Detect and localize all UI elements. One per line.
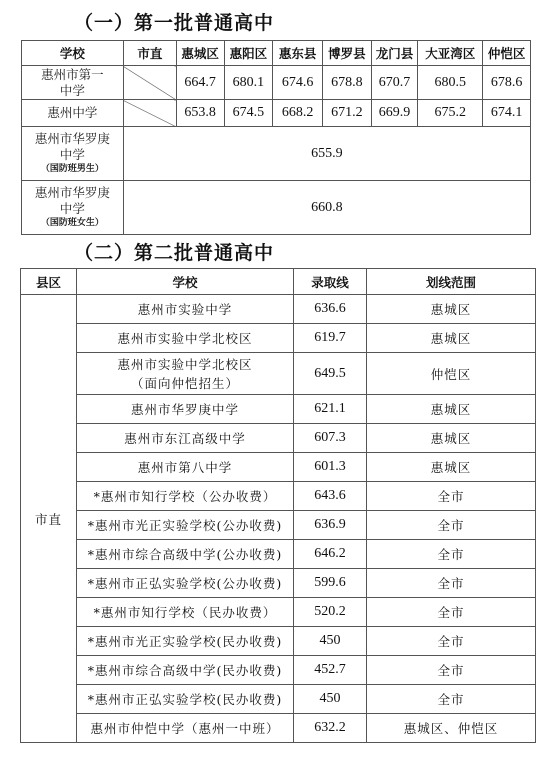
table-row bbox=[21, 353, 536, 395]
school-cell: 惠州市实验中学 bbox=[77, 295, 294, 324]
school-cell: 惠州市第一中学 bbox=[22, 66, 124, 100]
score-cell: 669.9 bbox=[371, 100, 418, 127]
score-cell: 674.5 bbox=[224, 100, 273, 127]
school-name: 惠州市华罗庚中学 bbox=[34, 131, 110, 162]
score-cell: 678.6 bbox=[483, 66, 531, 100]
school-note: （面向仲恺招生） bbox=[130, 375, 239, 391]
score-cell: 675.2 bbox=[418, 100, 483, 127]
school-cell: *惠州市综合高级中学(民办收费) bbox=[77, 656, 294, 685]
score-cell: 452.7 bbox=[294, 656, 367, 685]
header-zhongkai: 仲恺区 bbox=[483, 41, 531, 66]
empty-diagonal-cell bbox=[123, 100, 176, 127]
score-cell: 664.7 bbox=[176, 66, 224, 100]
scope-cell: 全市 bbox=[367, 482, 536, 511]
table-row bbox=[21, 453, 536, 482]
table-row bbox=[21, 714, 536, 743]
table-row bbox=[21, 540, 536, 569]
school-cell: *惠州市正弘实验学校(民办收费) bbox=[77, 685, 294, 714]
score-cell: 649.5 bbox=[294, 353, 367, 395]
school-cell: 惠州市仲恺中学（惠州一中班） bbox=[77, 714, 294, 743]
scope-cell: 全市 bbox=[367, 511, 536, 540]
scope-cell: 全市 bbox=[367, 627, 536, 656]
score-cell: 621.1 bbox=[294, 395, 367, 424]
score-cell: 636.9 bbox=[294, 511, 367, 540]
school-cell: 惠州市实验中学北校区 bbox=[77, 324, 294, 353]
school-note: （国防班男生） bbox=[40, 164, 104, 174]
school-cell: *惠州市光正实验学校(民办收费) bbox=[77, 627, 294, 656]
school-cell bbox=[77, 353, 294, 395]
scope-cell: 惠城区 bbox=[367, 324, 536, 353]
school-cell bbox=[22, 181, 124, 235]
scope-cell: 全市 bbox=[367, 598, 536, 627]
table-row bbox=[21, 482, 536, 511]
score-cell: 671.2 bbox=[323, 100, 372, 127]
score-cell: 450 bbox=[294, 627, 367, 656]
score-cell: 670.7 bbox=[371, 66, 418, 100]
district-cell: 市直 bbox=[21, 295, 77, 743]
table-row bbox=[21, 685, 536, 714]
header-huidong: 惠东县 bbox=[273, 41, 323, 66]
score-cell: 601.3 bbox=[294, 453, 367, 482]
table-row bbox=[22, 66, 531, 100]
table-row bbox=[22, 181, 531, 235]
score-cell: 636.6 bbox=[294, 295, 367, 324]
school-name: 惠州市华罗庚中学 bbox=[34, 185, 110, 216]
scope-cell: 惠城区 bbox=[367, 424, 536, 453]
score-cell: 668.2 bbox=[273, 100, 323, 127]
school-cell: 惠州市东江高级中学 bbox=[77, 424, 294, 453]
scope-cell: 惠城区 bbox=[367, 395, 536, 424]
school-cell: *惠州市知行学校（公办收费） bbox=[77, 482, 294, 511]
score-cell: 632.2 bbox=[294, 714, 367, 743]
empty-diagonal-cell bbox=[123, 66, 176, 100]
score-cell: 599.6 bbox=[294, 569, 367, 598]
school-cell: 惠州市华罗庚中学 bbox=[77, 395, 294, 424]
first-batch-table bbox=[21, 40, 531, 235]
second-batch-table bbox=[20, 268, 536, 743]
school-cell: *惠州市综合高级中学(公办收费) bbox=[77, 540, 294, 569]
scope-cell: 全市 bbox=[367, 540, 536, 569]
header-school: 学校 bbox=[77, 269, 294, 295]
header-longmen: 龙门县 bbox=[371, 41, 418, 66]
score-cell: 607.3 bbox=[294, 424, 367, 453]
header-huicheng: 惠城区 bbox=[176, 41, 224, 66]
score-cell: 674.1 bbox=[483, 100, 531, 127]
table-header-row bbox=[22, 41, 531, 66]
scope-cell: 全市 bbox=[367, 569, 536, 598]
school-cell: *惠州市正弘实验学校(公办收费) bbox=[77, 569, 294, 598]
table-row bbox=[22, 100, 531, 127]
score-cell: 678.8 bbox=[323, 66, 372, 100]
scope-cell: 惠城区、仲恺区 bbox=[367, 714, 536, 743]
merged-score-cell: 660.8 bbox=[123, 181, 530, 235]
table-row bbox=[22, 127, 531, 181]
score-cell: 619.7 bbox=[294, 324, 367, 353]
score-cell: 680.5 bbox=[418, 66, 483, 100]
scope-cell: 仲恺区 bbox=[367, 353, 536, 395]
table-row bbox=[21, 569, 536, 598]
school-note: （国防班女生） bbox=[40, 218, 104, 228]
header-scope: 划线范围 bbox=[367, 269, 536, 295]
score-cell: 520.2 bbox=[294, 598, 367, 627]
header-dayawan: 大亚湾区 bbox=[418, 41, 483, 66]
score-cell: 646.2 bbox=[294, 540, 367, 569]
table-row bbox=[21, 295, 536, 324]
header-boluo: 博罗县 bbox=[323, 41, 372, 66]
school-cell bbox=[22, 127, 124, 181]
table-row bbox=[21, 395, 536, 424]
table-header-row bbox=[21, 269, 536, 295]
score-cell: 680.1 bbox=[224, 66, 273, 100]
school-cell: *惠州市知行学校（民办收费） bbox=[77, 598, 294, 627]
scope-cell: 全市 bbox=[367, 656, 536, 685]
scope-cell: 惠城区 bbox=[367, 453, 536, 482]
table-row bbox=[21, 656, 536, 685]
header-school: 学校 bbox=[22, 41, 124, 66]
section1-title: （一）第一批普通高中 bbox=[74, 12, 275, 34]
merged-score-cell: 655.9 bbox=[123, 127, 530, 181]
section2-title: （二）第二批普通高中 bbox=[74, 242, 275, 264]
header-score: 录取线 bbox=[294, 269, 367, 295]
school-cell: *惠州市光正实验学校(公办收费) bbox=[77, 511, 294, 540]
table-row bbox=[21, 424, 536, 453]
header-huiyang: 惠阳区 bbox=[224, 41, 273, 66]
scope-cell: 全市 bbox=[367, 685, 536, 714]
header-district: 县区 bbox=[21, 269, 77, 295]
school-cell: 惠州市第八中学 bbox=[77, 453, 294, 482]
table-row bbox=[21, 598, 536, 627]
table-row bbox=[21, 627, 536, 656]
table-row bbox=[21, 511, 536, 540]
score-cell: 674.6 bbox=[273, 66, 323, 100]
score-cell: 653.8 bbox=[176, 100, 224, 127]
score-cell: 643.6 bbox=[294, 482, 367, 511]
school-cell: 惠州中学 bbox=[22, 100, 124, 127]
scope-cell: 惠城区 bbox=[367, 295, 536, 324]
header-shizhi: 市直 bbox=[123, 41, 176, 66]
score-cell: 450 bbox=[294, 685, 367, 714]
school-name: 惠州市实验中学北校区 bbox=[117, 356, 253, 372]
table-row bbox=[21, 324, 536, 353]
